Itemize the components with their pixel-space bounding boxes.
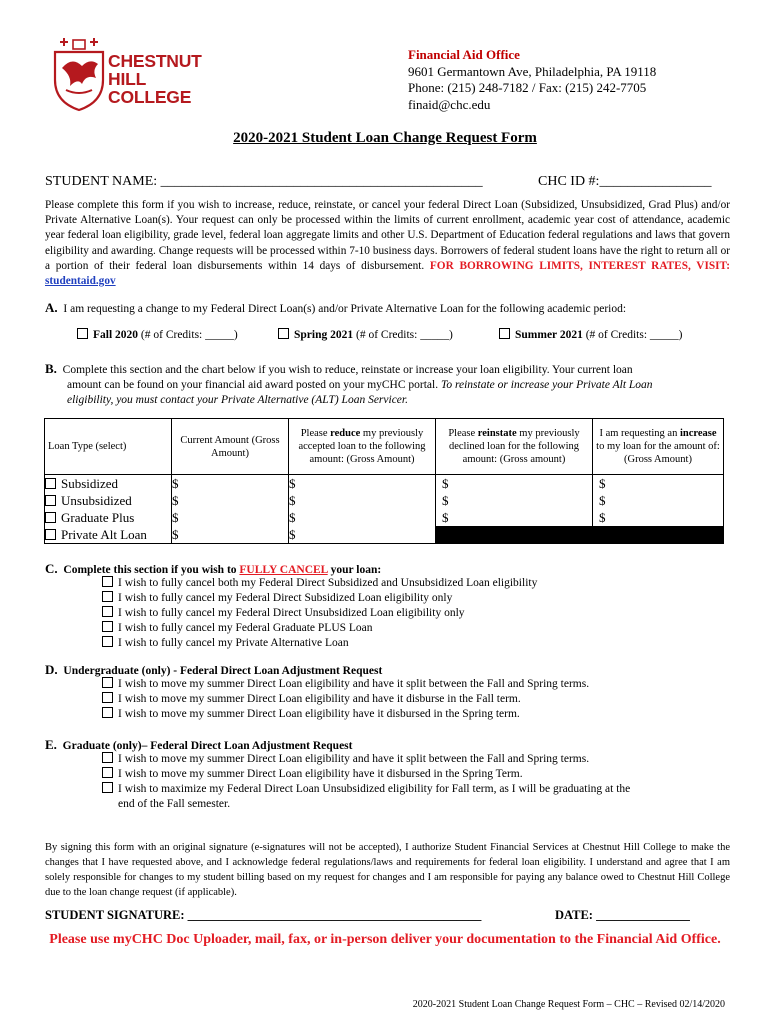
undergrad-option[interactable]: I wish to move my summer Direct Loan eligibility have it disbursed in the Spring term. bbox=[102, 707, 589, 722]
grad-option-continued: end of the Fall semester. bbox=[118, 798, 231, 810]
checkbox-icon[interactable] bbox=[102, 636, 113, 647]
loan-type-list bbox=[45, 475, 172, 544]
undergrad-option[interactable]: I wish to move my summer Direct Loan eligibility and have it disburse in the Fall term. bbox=[102, 692, 589, 707]
checkbox-icon[interactable] bbox=[102, 591, 113, 602]
cancel-options bbox=[102, 576, 537, 651]
section-b bbox=[45, 361, 735, 408]
increase-amount-column[interactable]: $ $ $ bbox=[593, 475, 724, 544]
checkbox-icon[interactable] bbox=[45, 495, 56, 506]
current-amount-column[interactable]: $ $ $ $ bbox=[172, 475, 289, 544]
section-b-text2-italic: To reinstate or increase your Private Alt Loan bbox=[440, 379, 653, 391]
checkbox-icon[interactable] bbox=[102, 767, 113, 778]
checkbox-icon[interactable] bbox=[45, 529, 56, 540]
term-fall[interactable]: Fall 2020 (# of Credits: _____) bbox=[77, 328, 238, 343]
section-b-text3: eligibility, you must contact your Private Alternative (ALT) Loan Servicer. bbox=[67, 394, 408, 406]
reduce-amount-column[interactable]: $ $ $ $ bbox=[289, 475, 436, 544]
loan-type-subsidized[interactable]: Subsidized bbox=[45, 475, 171, 492]
grad-option[interactable]: I wish to move my summer Direct Loan eligibility have it disbursed in the Spring Term. bbox=[102, 767, 630, 782]
grad-option[interactable]: I wish to maximize my Federal Direct Loan Unsubsidized eligibility for Fall term, as I will be graduating at the bbox=[102, 782, 630, 797]
fully-cancel-text: FULLY CANCEL bbox=[239, 564, 328, 576]
checkbox-icon[interactable] bbox=[499, 328, 510, 339]
office-title: Financial Aid Office bbox=[408, 47, 520, 62]
office-phone: Phone: (215) 248-7182 / Fax: (215) 242-7705 bbox=[408, 80, 647, 95]
checkbox-icon[interactable] bbox=[102, 752, 113, 763]
office-email[interactable]: finaid@chc.edu bbox=[408, 96, 491, 112]
student-name-field[interactable]: STUDENT NAME: ______________________________________________ bbox=[45, 174, 483, 189]
loan-type-unsubsidized[interactable]: Unsubsidized bbox=[45, 492, 171, 509]
grad-option[interactable]: I wish to move my summer Direct Loan eligibility and have it split between the Fall and Spring terms. bbox=[102, 752, 630, 767]
form-title: 2020-2021 Student Loan Change Request Form bbox=[233, 130, 537, 146]
undergrad-options bbox=[102, 677, 589, 722]
checkbox-icon[interactable] bbox=[45, 512, 56, 523]
section-e-letter: E. bbox=[45, 737, 57, 752]
cancel-option[interactable]: I wish to fully cancel my Federal Graduate PLUS Loan bbox=[102, 621, 537, 636]
intro-text: Please complete this form if you wish to increase, reduce, reinstate, or cancel your federal Direct Loan (Subsidized, Unsubsidized, Grad Plus) and/or Private Alternative Loan(s). Your request can only be processed within the limits of current enrollment, academic year cost of attendance, academic year federal loan eligibility, grade level, federal loan aggregate limits and other U.S. Department of Education federal regulations and laws that govern eligibility and awarding. Change requests will be processed within 7-10 business days. Borrowers of federal student loans have the right to return all or a portion of their federal loan disbursements within 14 days of disbursement. bbox=[45, 199, 730, 272]
chc-id-field[interactable]: CHC ID #:________________ bbox=[538, 174, 712, 189]
section-a-letter: A. bbox=[45, 300, 58, 315]
term-summer[interactable]: Summer 2021 (# of Credits: _____) bbox=[499, 328, 682, 343]
submission-notice: Please use myCHC Doc Uploader, mail, fax, or in-person deliver your documentation to the Financial Aid Office. bbox=[49, 932, 721, 947]
undergrad-option[interactable]: I wish to move my summer Direct Loan eligibility and have it split between the Fall and Spring terms. bbox=[102, 677, 589, 692]
blocked-cell bbox=[436, 526, 592, 543]
checkbox-icon[interactable] bbox=[102, 677, 113, 688]
section-d-title: Undergraduate (only) - Federal Direct Loan Adjustment Request bbox=[63, 665, 383, 677]
signing-statement: By signing this form with an original signature (e-signatures will not be accepted), I authorize Student Financial Services at Chestnut Hill College to make the changes that I have requested above, and I acknowledge federal regulations/laws and requirements for federal loan eligibility. I understand and agree that I am solely responsible for changes to my student billing based on my request for changes and I am responsible for paying any balance owed to Chestnut Hill College due to the loan change request (if applicable). bbox=[45, 842, 730, 898]
logo-line-2: HILL bbox=[108, 69, 147, 89]
blocked-cell bbox=[593, 526, 723, 543]
section-b-text2: amount can be found on your financial aid award posted on your myCHC portal. bbox=[67, 379, 439, 391]
cancel-option[interactable]: I wish to fully cancel my Private Alternative Loan bbox=[102, 636, 537, 651]
student-signature-field[interactable]: STUDENT SIGNATURE: _______________________________________________ bbox=[45, 908, 482, 922]
checkbox-icon[interactable] bbox=[102, 692, 113, 703]
office-address bbox=[408, 47, 656, 113]
checkbox-icon[interactable] bbox=[278, 328, 289, 339]
header-increase: I am requesting an increase to my loan for the amount of: (Gross Amount) bbox=[593, 419, 724, 475]
date-field[interactable]: DATE: _______________ bbox=[555, 908, 690, 922]
studentaid-link[interactable]: studentaid.gov bbox=[45, 275, 116, 288]
checkbox-icon[interactable] bbox=[102, 707, 113, 718]
logo-line-1: CHESTNUT bbox=[108, 51, 202, 71]
header-current-amount: Current Amount (Gross Amount) bbox=[172, 419, 289, 475]
intro-red-text: FOR BORROWING LIMITS, INTEREST RATES, VISIT: bbox=[429, 259, 730, 272]
footer-text: 2020-2021 Student Loan Change Request Form – CHC – Revised 02/14/2020 bbox=[412, 999, 725, 1010]
loan-change-table bbox=[44, 418, 724, 544]
header-reinstate: Please reinstate my previously declined loan for the following amount: (Gross amount) bbox=[436, 419, 593, 475]
grad-options bbox=[102, 752, 630, 812]
checkbox-icon[interactable] bbox=[102, 576, 113, 587]
section-c-letter: C. bbox=[45, 561, 58, 576]
checkbox-icon[interactable] bbox=[77, 328, 88, 339]
term-spring[interactable]: Spring 2021 (# of Credits: _____) bbox=[278, 328, 453, 343]
section-b-text1: Complete this section and the chart below if you wish to reduce, reinstate or increase your loan eligibility. Your current loan bbox=[62, 364, 633, 376]
loan-type-private-alt[interactable]: Private Alt Loan bbox=[45, 526, 171, 543]
section-c: C. Complete this section if you wish to FULLY CANCEL your loan: bbox=[45, 561, 382, 576]
crest-icon bbox=[52, 38, 106, 112]
checkbox-icon[interactable] bbox=[102, 782, 113, 793]
cancel-option[interactable]: I wish to fully cancel my Federal Direct Unsubsidized Loan eligibility only bbox=[102, 606, 537, 621]
office-street: 9601 Germantown Ave, Philadelphia, PA 19118 bbox=[408, 63, 657, 79]
reinstate-amount-column[interactable]: $ $ $ bbox=[436, 475, 593, 544]
section-b-letter: B. bbox=[45, 361, 57, 376]
checkbox-icon[interactable] bbox=[45, 478, 56, 489]
section-d-letter: D. bbox=[45, 662, 58, 677]
section-a-text: I am requesting a change to my Federal Direct Loan(s) and/or Private Alternative Loan for the following academic period: bbox=[63, 303, 627, 315]
checkbox-icon[interactable] bbox=[102, 621, 113, 632]
cancel-option[interactable]: I wish to fully cancel both my Federal Direct Subsidized and Unsubsidized Loan eligibility bbox=[102, 576, 537, 591]
section-e-title: Graduate (only)– Federal Direct Loan Adjustment Request bbox=[62, 740, 353, 752]
college-logo bbox=[52, 38, 212, 118]
checkbox-icon[interactable] bbox=[102, 606, 113, 617]
header-reduce: Please reduce my previously accepted loan to the following amount: (Gross Amount) bbox=[289, 419, 436, 475]
loan-type-graduate-plus[interactable]: Graduate Plus bbox=[45, 509, 171, 526]
header-loan-type: Loan Type (select) bbox=[45, 419, 172, 475]
cancel-option[interactable]: I wish to fully cancel my Federal Direct Subsidized Loan eligibility only bbox=[102, 591, 537, 606]
logo-line-3: COLLEGE bbox=[108, 87, 192, 107]
section-a bbox=[45, 300, 626, 317]
intro-paragraph bbox=[45, 198, 730, 289]
